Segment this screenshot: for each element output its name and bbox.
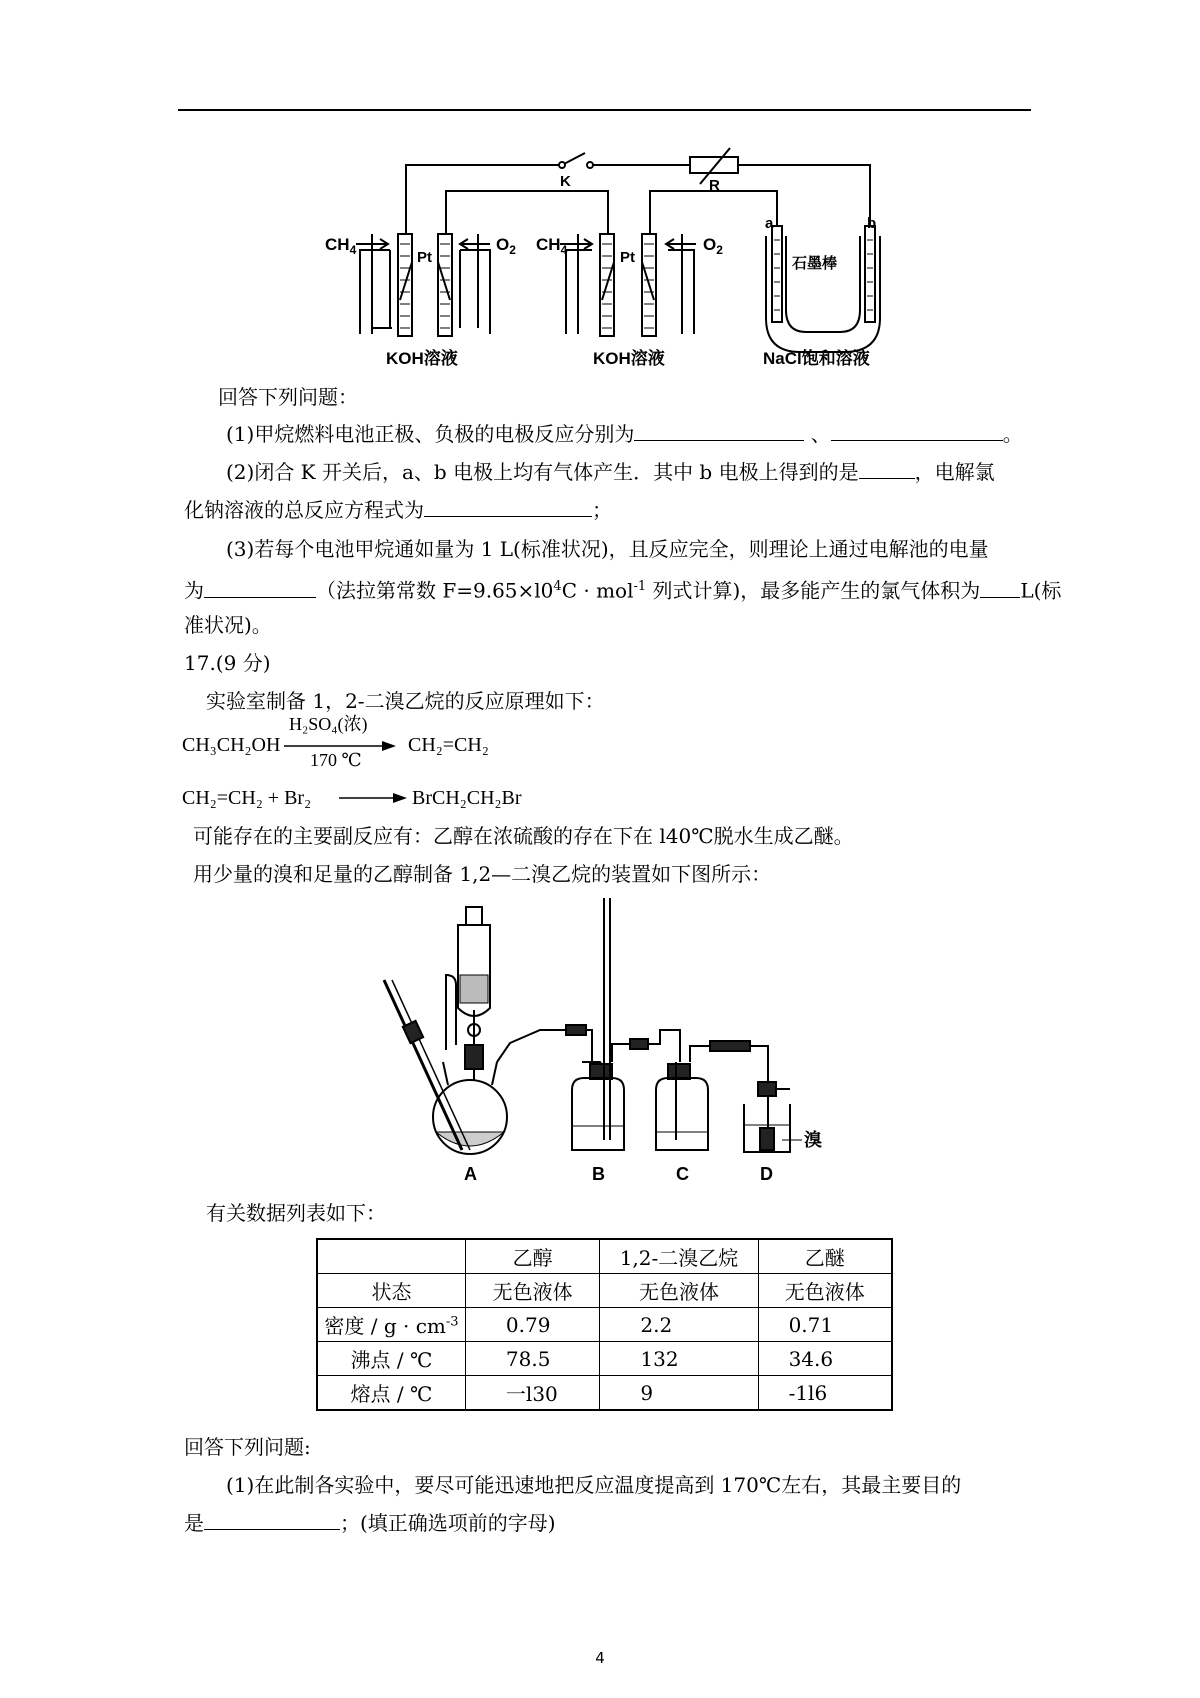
- pt-mid-label: Pt: [620, 249, 635, 266]
- table-header-cell: 1,2-二溴乙烷: [600, 1239, 758, 1274]
- q17-heading: 17.(9 分): [184, 651, 271, 675]
- q16-intro: 回答下列问题：: [218, 385, 358, 409]
- ch4-left-label: $CH_4$: [325, 235, 357, 257]
- pt-left-label: Pt: [417, 249, 432, 266]
- table-cell: 78.5: [465, 1342, 599, 1376]
- table-cell: 无色液体: [600, 1274, 758, 1308]
- table-header-cell: 乙醇: [465, 1239, 599, 1274]
- q16-part3c: 准状况)。: [184, 613, 272, 637]
- graphite-label: 石墨棒: [792, 255, 838, 272]
- bromine-label: 溴: [804, 1130, 822, 1150]
- koh-left-label: KOH溶液: [386, 349, 458, 368]
- q16-part2b: 化钠溶液的总反应方程式为 ；: [184, 498, 612, 522]
- table-cell: 无色液体: [758, 1274, 892, 1308]
- rxn2-right: BrCH₂CH₂Br: [412, 787, 522, 809]
- table-cell: 无色液体: [465, 1274, 599, 1308]
- table-row: [317, 1274, 892, 1308]
- page-number: 4: [595, 1649, 605, 1667]
- table-cell: -1l6: [758, 1376, 892, 1411]
- rxn1-condition-above: H₂SO₄(浓): [289, 714, 368, 734]
- rxn1-left: CH₃CH₂OH: [182, 734, 281, 756]
- table-cell: 0.79: [465, 1308, 599, 1342]
- nacl-label: NaCl饱和溶液: [763, 349, 870, 368]
- table-cell: 0.71: [758, 1308, 892, 1342]
- q17-part1a: (1)在此制各实验中，要尽可能迅速地把反应温度提高到 170℃左右，其最主要目的: [226, 1473, 962, 1497]
- table-cell: 2.2: [600, 1308, 758, 1342]
- table-header-cell: 乙醚: [758, 1239, 892, 1274]
- apparatus-intro: 用少量的溴和足量的乙醇制备 1,2—二溴乙烷的装置如下图所示：: [193, 862, 772, 886]
- table-row: [317, 1308, 892, 1342]
- table-header-row: [317, 1239, 892, 1274]
- apparatus-label-b: B: [592, 1164, 605, 1184]
- koh-mid-label: KOH溶液: [593, 349, 665, 368]
- q16-part3a: (3)若每个电池甲烷通如量为 1 L(标准状况)，且反应完全，则理论上通过电解池的电量: [226, 537, 989, 561]
- answer-blank[interactable]: [204, 1511, 340, 1530]
- q16-part1: (1)甲烷燃料电池正极、负极的电极反应分别为 、 。: [226, 422, 1023, 446]
- apparatus-label-c: C: [676, 1164, 689, 1184]
- q17-answer-intro: 回答下列问题:: [184, 1435, 311, 1459]
- table-intro: 有关数据列表如下：: [206, 1201, 386, 1225]
- rxn1-right: CH₂=CH₂: [408, 734, 489, 756]
- resistor-label: R: [709, 177, 720, 194]
- table-cell: 密度 / $g \cdot cm^{-3}$: [317, 1308, 465, 1342]
- q17-intro: 实验室制备 1，2-二溴乙烷的反应原理如下：: [206, 689, 605, 713]
- table-cell: 34.6: [758, 1342, 892, 1376]
- table-cell: 一l30: [465, 1376, 599, 1411]
- electrode-b-label: b: [867, 215, 877, 232]
- switch-label: K: [560, 173, 571, 190]
- ch4-mid-label: $CH_4$: [536, 235, 568, 257]
- table-cell: 熔点 / ℃: [317, 1376, 465, 1411]
- apparatus-label-a: A: [464, 1164, 477, 1184]
- o2-left-label: $O_2$: [496, 235, 516, 257]
- o2-mid-label: $O_2$: [703, 235, 723, 257]
- table-row: [317, 1376, 892, 1411]
- table-cell: 沸点 / ℃: [317, 1342, 465, 1376]
- q16-part2a: (2)闭合 K 开关后，a、b 电极上均有气体产生．其中 b 电极上得到的是 ，电解氯: [226, 460, 995, 484]
- data-table: [316, 1238, 893, 1411]
- table-header-cell: [317, 1239, 465, 1274]
- electrode-a-label: a: [765, 215, 774, 232]
- table-cell: 9: [600, 1376, 758, 1411]
- table-cell: 状态: [317, 1274, 465, 1308]
- side-reaction-text: 可能存在的主要副反应有：乙醇在浓硫酸的存在下在 l40℃脱水生成乙醚。: [193, 824, 854, 848]
- table-row: [317, 1342, 892, 1376]
- q17-part1b: 是 ；(填正确选项前的字母): [184, 1511, 556, 1535]
- rxn1-condition-below: 170 ℃: [310, 750, 362, 770]
- q16-part3b: 为 （法拉第常数 $F=9.65\times l0^4C \cdot mol^{-1}$ 列式计算)，最多能产生的氯气体积为 L(标: [184, 578, 1062, 603]
- table-cell: 132: [600, 1342, 758, 1376]
- rxn2-left: CH₂=CH₂ + Br₂: [182, 787, 312, 809]
- apparatus-label-d: D: [760, 1164, 773, 1184]
